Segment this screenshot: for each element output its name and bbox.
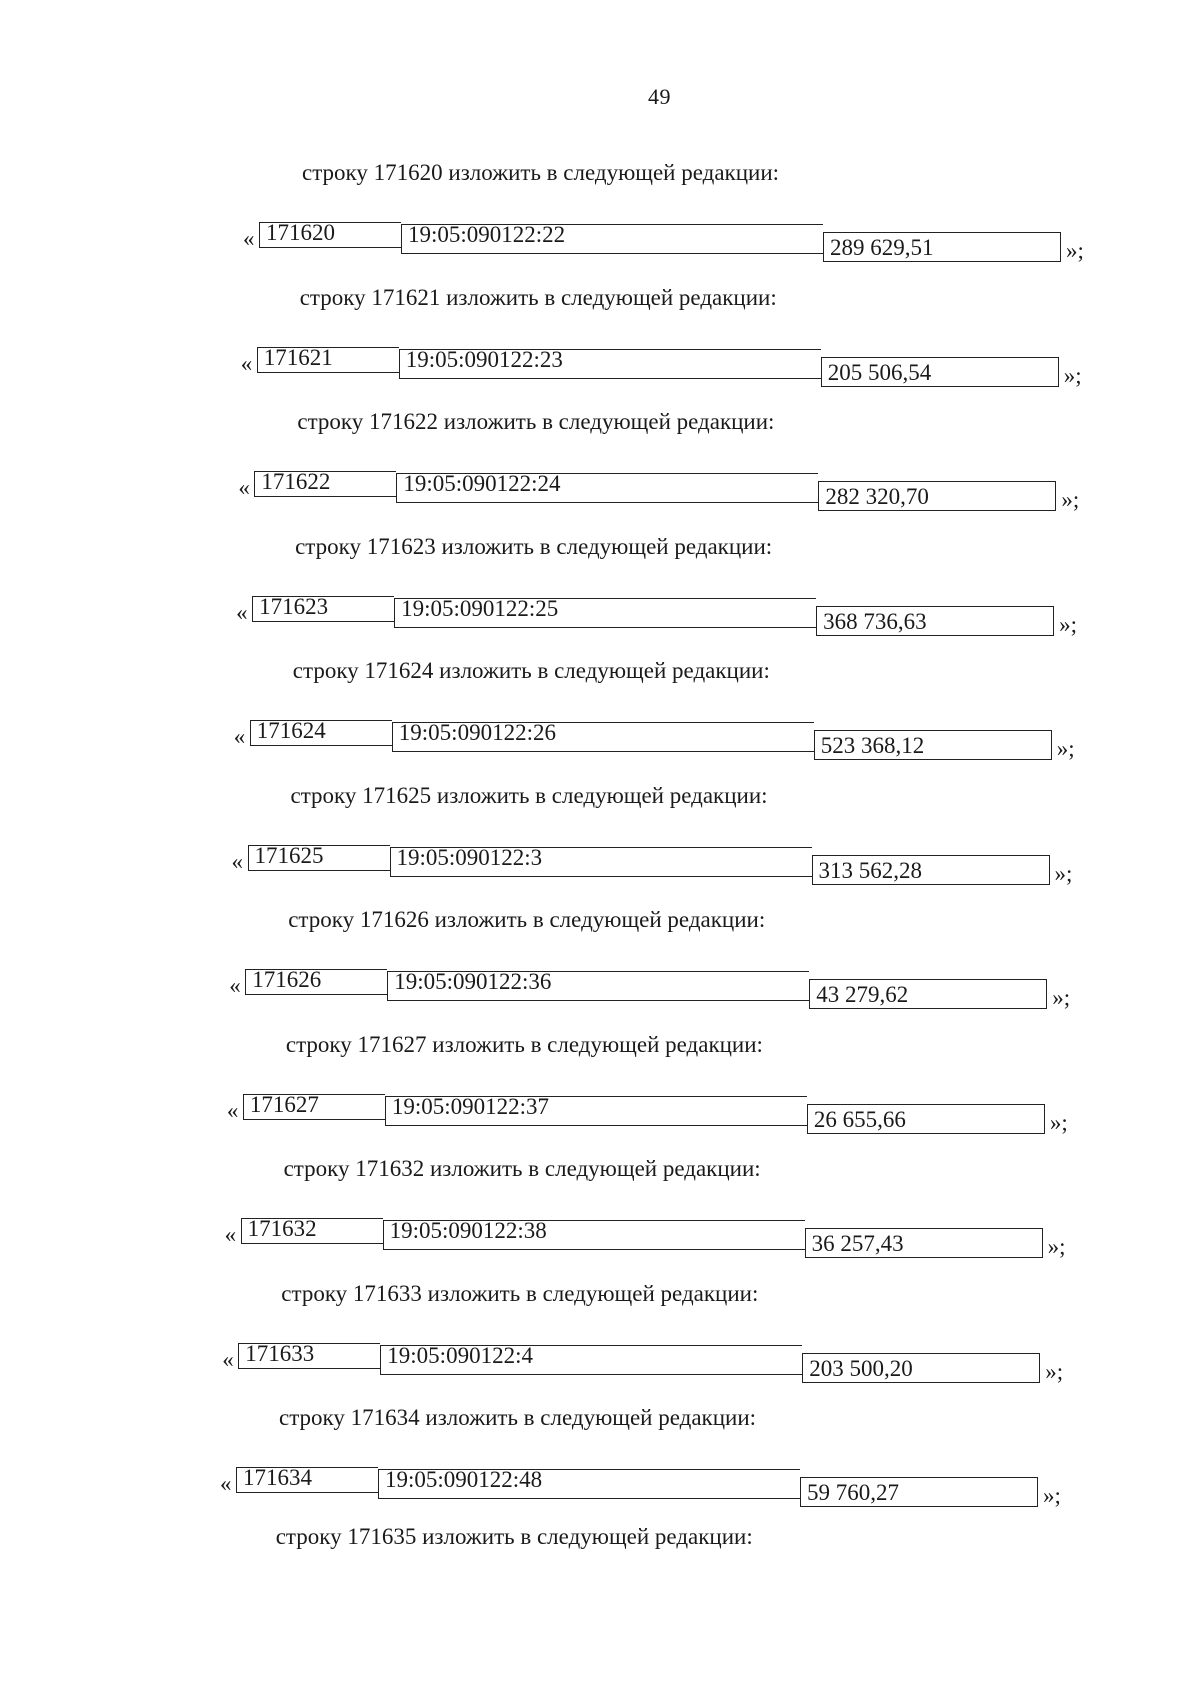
- cadastral-number: 19:05:090122:4: [387, 1342, 533, 1368]
- close-quote: »;: [1049, 1109, 1068, 1135]
- cadastral-number-cell: [390, 844, 812, 877]
- amendment-block: [0, 658, 1200, 782]
- value: 205 506,54: [827, 359, 932, 385]
- instruction-text: строку 171634 изложить в следующей редакции:: [279, 1405, 757, 1430]
- cadastral-number: 19:05:090122:36: [394, 969, 552, 994]
- value: 36 257,43: [811, 1231, 904, 1256]
- value-cell: [805, 1228, 1043, 1258]
- value-cell: [821, 357, 1059, 387]
- close-quote: »;: [1056, 736, 1075, 761]
- row-number: 171625: [254, 842, 324, 868]
- page-number: 49: [648, 84, 671, 109]
- instruction-text: строку 171625 изложить в следующей редакции:: [290, 782, 768, 808]
- cadastral-number: 19:05:090122:23: [405, 346, 563, 372]
- open-quote: «: [226, 1097, 239, 1123]
- instruction-text: строку 171624 изложить в следующей редакции:: [292, 658, 770, 683]
- close-quote: »;: [1052, 985, 1071, 1010]
- close-quote: »;: [1063, 362, 1082, 388]
- row-number-cell: [241, 1218, 383, 1244]
- row-number: 171627: [249, 1091, 319, 1117]
- row-number-cell: [238, 1340, 380, 1369]
- value-cell: [814, 730, 1052, 760]
- value: 523 368,12: [820, 733, 925, 758]
- open-quote: «: [238, 475, 250, 500]
- value: 26 655,66: [813, 1106, 906, 1132]
- value-cell: [816, 606, 1054, 636]
- cadastral-number-cell: [387, 971, 809, 1001]
- value: 203 500,20: [809, 1355, 913, 1381]
- cadastral-number: 19:05:090122:22: [408, 222, 566, 247]
- amendment-block: [0, 1156, 1200, 1280]
- value: 282 320,70: [825, 484, 929, 509]
- open-quote: «: [233, 724, 246, 749]
- amendment-block: [0, 160, 1200, 284]
- open-quote: «: [231, 848, 243, 874]
- close-quote: »;: [1054, 860, 1073, 886]
- amendment-block: [0, 409, 1200, 533]
- row-number: 171634: [243, 1465, 312, 1490]
- value: 289 629,51: [830, 235, 934, 260]
- cadastral-number: 19:05:090122:38: [389, 1218, 547, 1243]
- row-number: 171623: [259, 593, 329, 619]
- instruction-text: строку 171621 изложить в следующей редакции:: [299, 284, 777, 310]
- cadastral-number-cell: [383, 1220, 805, 1250]
- row-number: 171633: [245, 1340, 315, 1366]
- final-instruction: строку 171635 изложить в следующей редакции:: [275, 1523, 753, 1549]
- close-quote: »;: [1059, 611, 1077, 637]
- cadastral-number-cell: [399, 346, 821, 379]
- amendment-block: [0, 907, 1200, 1031]
- value-cell: [812, 855, 1050, 885]
- cadastral-number: 19:05:090122:3: [396, 844, 543, 870]
- open-quote: «: [243, 226, 255, 251]
- value: 59 760,27: [807, 1480, 899, 1505]
- value: 43 279,62: [816, 982, 909, 1007]
- amendment-block: [0, 285, 1200, 409]
- open-quote: «: [229, 973, 241, 998]
- row-number: 171626: [252, 967, 322, 992]
- instruction-text: строку 171623 изложить в следующей редакции:: [295, 533, 773, 559]
- close-quote: »;: [1045, 1358, 1064, 1384]
- instruction-text: строку 171620 изложить в следующей редакции:: [302, 160, 780, 185]
- amendment-block: [0, 1032, 1200, 1156]
- instruction-text: строку 171626 изложить в следующей редакции:: [288, 907, 766, 932]
- value-cell: [823, 232, 1061, 262]
- close-quote: »;: [1043, 1483, 1061, 1508]
- open-quote: «: [236, 599, 248, 625]
- value-cell: [807, 1104, 1045, 1134]
- row-number-cell: [248, 842, 390, 871]
- instruction-text: строку 171627 изложить в следующей редакции:: [285, 1031, 763, 1057]
- cadastral-number-cell: [378, 1469, 800, 1499]
- row-number: 171632: [247, 1216, 317, 1241]
- cadastral-number: 19:05:090122:26: [398, 720, 556, 745]
- cadastral-number: 19:05:090122:25: [401, 595, 559, 621]
- row-number-cell: [259, 222, 401, 248]
- cadastral-number-cell: [385, 1093, 807, 1126]
- value: 368 736,63: [823, 608, 927, 634]
- cadastral-number-cell: [396, 473, 818, 503]
- instruction-text: строку 171622 изложить в следующей редакции:: [297, 409, 775, 434]
- cadastral-number-cell: [380, 1342, 802, 1375]
- instruction-text: строку 171633 изложить в следующей редакции:: [281, 1280, 759, 1306]
- cadastral-number-cell: [401, 224, 823, 254]
- instruction-text: строку 171632 изложить в следующей редакции:: [283, 1156, 761, 1181]
- close-quote: »;: [1061, 487, 1080, 512]
- open-quote: «: [220, 1471, 232, 1496]
- close-quote: »;: [1047, 1234, 1066, 1259]
- value-cell: [802, 1353, 1040, 1383]
- open-quote: «: [222, 1346, 234, 1372]
- cadastral-number: 19:05:090122:24: [403, 471, 561, 496]
- row-number-cell: [254, 471, 396, 497]
- row-number: 171620: [266, 220, 335, 245]
- close-quote: »;: [1066, 238, 1084, 263]
- open-quote: «: [240, 350, 253, 376]
- row-number-cell: [236, 1467, 378, 1493]
- row-number: 171621: [263, 344, 333, 370]
- value-cell: [809, 979, 1047, 1009]
- row-number: 171624: [256, 718, 326, 743]
- open-quote: «: [224, 1222, 237, 1247]
- value-cell: [818, 481, 1056, 511]
- cadastral-number-cell: [392, 722, 814, 752]
- cadastral-number: 19:05:090122:48: [385, 1467, 543, 1492]
- cadastral-number-cell: [394, 595, 816, 628]
- amendment-block: [0, 534, 1200, 658]
- value: 313 562,28: [818, 857, 922, 883]
- row-number-cell: [245, 969, 387, 995]
- amendment-block: [0, 1405, 1200, 1529]
- amendment-block: [0, 783, 1200, 907]
- row-number: 171622: [261, 469, 331, 494]
- cadastral-number: 19:05:090122:37: [391, 1093, 550, 1119]
- value-cell: [800, 1477, 1038, 1507]
- row-number-cell: [257, 344, 399, 373]
- amendment-block: [0, 1281, 1200, 1405]
- row-number-cell: [243, 1091, 385, 1120]
- row-number-cell: [252, 593, 394, 622]
- row-number-cell: [250, 720, 392, 746]
